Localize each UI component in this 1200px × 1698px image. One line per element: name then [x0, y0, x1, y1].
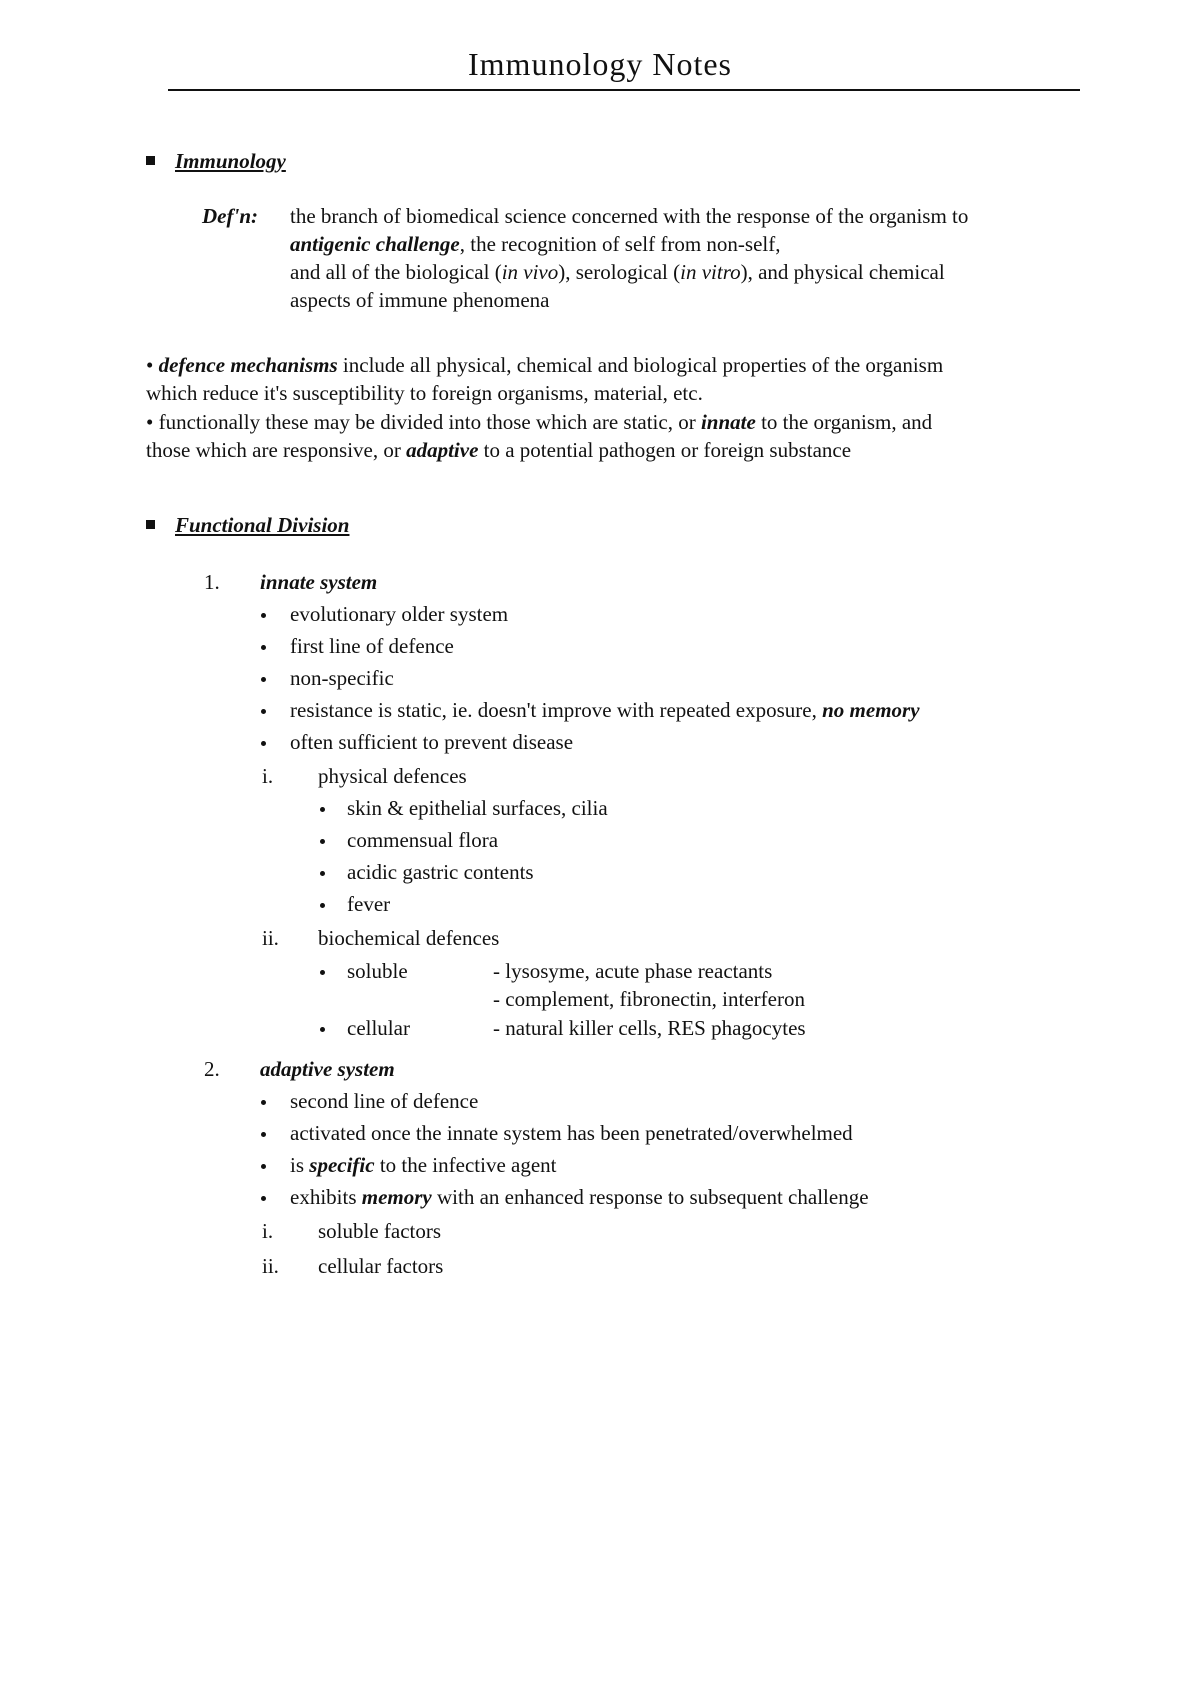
- bullet-icon: [261, 613, 266, 618]
- bullet-icon: [261, 741, 266, 746]
- definition-label: Def'n:: [202, 204, 258, 228]
- square-bullet-icon: [146, 156, 155, 165]
- sublist-number: i.: [262, 764, 274, 788]
- soluble-detail-2: - complement, fibronectin, interferon: [493, 987, 805, 1011]
- sublist-number: ii.: [262, 1254, 279, 1278]
- list-item: resistance is static, ie. doesn't improve with repeated exposure, no memory: [290, 698, 920, 722]
- bullet-icon: [261, 1132, 266, 1137]
- header-rule: [168, 89, 1080, 91]
- list-number: 2.: [204, 1057, 220, 1081]
- list-item: activated once the innate system has been penetrated/overwhelmed: [290, 1121, 853, 1145]
- bullet-icon: [261, 645, 266, 650]
- adaptive-system-title: adaptive system: [260, 1057, 395, 1081]
- cellular-label: cellular: [347, 1016, 410, 1040]
- soluble-label: soluble: [347, 959, 408, 983]
- biochemical-defences-title: biochemical defences: [318, 926, 500, 950]
- list-item: fever: [347, 892, 391, 916]
- definition-line-4: aspects of immune phenomena: [290, 288, 550, 312]
- list-item: commensual flora: [347, 828, 499, 852]
- cellular-factors: cellular factors: [318, 1254, 444, 1278]
- bullet-icon: [261, 1196, 266, 1201]
- list-item: is specific to the infective agent: [290, 1153, 557, 1177]
- soluble-detail-1: - lysosyme, acute phase reactants: [493, 959, 773, 983]
- bullet-icon: [261, 677, 266, 682]
- sublist-number: i.: [262, 1219, 274, 1243]
- list-item: non-specific: [290, 666, 394, 690]
- physical-defences-title: physical defences: [318, 764, 467, 788]
- innate-system-title: innate system: [260, 570, 378, 594]
- bullet-icon: [320, 1027, 325, 1032]
- list-item: evolutionary older system: [290, 602, 509, 626]
- section-heading-functional-division: Functional Division: [175, 513, 350, 537]
- list-item: second line of defence: [290, 1089, 479, 1113]
- bullet-icon: [261, 1164, 266, 1169]
- bullet-icon: [261, 1100, 266, 1105]
- definition-term-antigenic-challenge: antigenic challenge: [290, 232, 460, 256]
- soluble-factors: soluble factors: [318, 1219, 442, 1243]
- cellular-detail-1: - natural killer cells, RES phagocytes: [493, 1016, 806, 1040]
- paragraph-functional-line-1: • functionally these may be divided into those which are static, or innate to the organism, and: [146, 410, 933, 434]
- bullet-icon: [320, 807, 325, 812]
- list-item: often sufficient to prevent disease: [290, 730, 574, 754]
- paragraph-defence-line-2: which reduce it's susceptibility to foreign organisms, material, etc.: [146, 381, 703, 405]
- definition-line-3: and all of the biological (in vivo), serological (in vitro), and physical chemical: [290, 260, 945, 284]
- bullet-icon: [320, 903, 325, 908]
- bullet-icon: [320, 970, 325, 975]
- bullet-icon: [320, 871, 325, 876]
- definition-line-2: antigenic challenge, the recognition of self from non-self,: [290, 232, 781, 256]
- list-item: first line of defence: [290, 634, 454, 658]
- list-item: acidic gastric contents: [347, 860, 534, 884]
- list-item: exhibits memory with an enhanced response to subsequent challenge: [290, 1185, 869, 1209]
- page-title: Immunology Notes: [468, 46, 732, 82]
- definition-line-1: the branch of biomedical science concerned with the response of the organism to: [290, 204, 969, 228]
- section-heading-immunology: Immunology: [175, 149, 286, 173]
- bullet-icon: [320, 839, 325, 844]
- paragraph-defence-line-1: • defence mechanisms include all physical, chemical and biological properties of the organism: [146, 353, 944, 377]
- square-bullet-icon: [146, 520, 155, 529]
- list-item: skin & epithelial surfaces, cilia: [347, 796, 608, 820]
- list-number: 1.: [204, 570, 220, 594]
- bullet-icon: [261, 709, 266, 714]
- sublist-number: ii.: [262, 926, 279, 950]
- paragraph-functional-line-2: those which are responsive, or adaptive to a potential pathogen or foreign substance: [146, 438, 852, 462]
